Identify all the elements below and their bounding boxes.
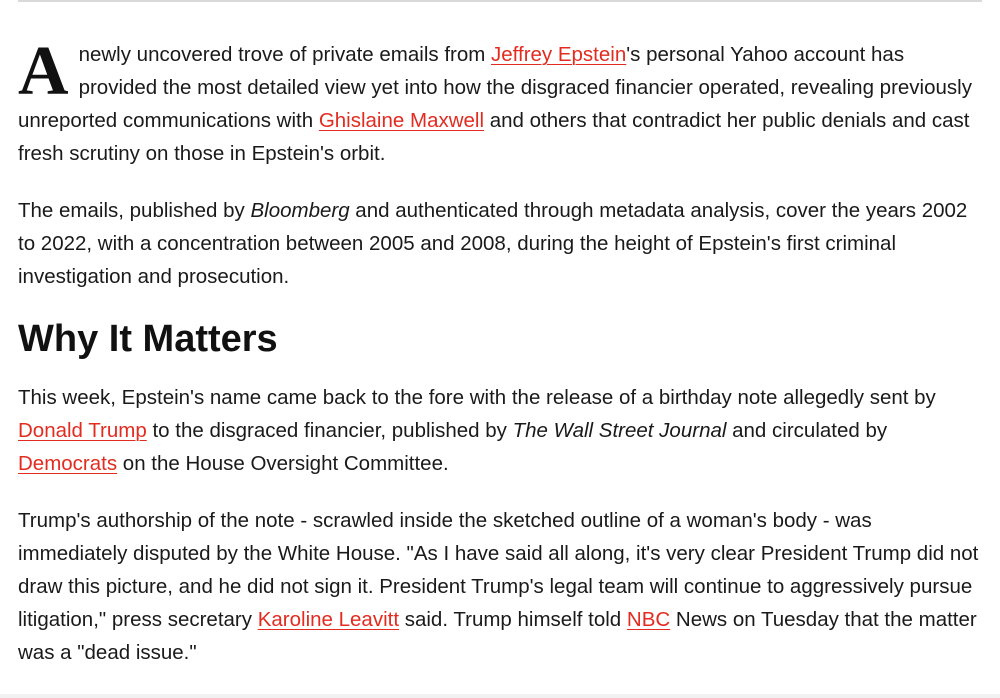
drop-cap: A xyxy=(18,33,69,110)
text-segment: newly uncovered trove of private emails from xyxy=(78,43,492,66)
article-body xyxy=(18,33,982,669)
text-segment: and authenticated through metadata analysis, cover the years 2002 to 2022, with a concentration between 2005 and 2008, during the height of Epstein's first criminal investigation and prosecution. xyxy=(18,199,968,288)
text-segment: said. Trump himself told xyxy=(399,608,627,631)
text-segment: and others that contradict her public denials and cast fresh scrutiny on those in Epstein's orbit. xyxy=(18,109,970,165)
link-karoline-leavitt[interactable]: Karoline Leavitt xyxy=(257,608,400,631)
publication-wsj: The Wall Street Journal xyxy=(512,419,727,442)
text-segment: News on Tuesday that the matter was a "dead issue." xyxy=(18,608,977,664)
section-heading: Why It Matters xyxy=(18,318,278,360)
publication-bloomberg: Bloomberg xyxy=(250,199,350,222)
paragraph-emails xyxy=(18,194,982,293)
text-segment: and circulated by xyxy=(726,419,888,442)
link-democrats[interactable]: Democrats xyxy=(18,452,118,475)
link-jeffrey-epstein[interactable]: Jeffrey Epstein xyxy=(491,43,627,66)
link-nbc[interactable]: NBC xyxy=(626,608,671,631)
text-segment: This week, Epstein's name came back to the fore with the release of a birthday note allegedly sent by xyxy=(18,386,936,409)
text-segment: to the disgraced financier, published by xyxy=(146,419,513,442)
bottom-divider xyxy=(0,694,1000,698)
paragraph-intro xyxy=(18,33,982,170)
link-donald-trump[interactable]: Donald Trump xyxy=(18,419,147,442)
top-divider xyxy=(18,0,982,2)
text-segment: The emails, published by xyxy=(18,199,251,222)
text-segment: 's personal Yahoo account has provided the most detailed view yet into how the disgraced financier operated, revealing previously unreported communications with xyxy=(18,43,972,132)
text-segment: on the House Oversight Committee. xyxy=(117,452,449,475)
paragraph-birthday-note xyxy=(18,381,982,480)
text-segment: Trump's authorship of the note - scrawled inside the sketched outline of a woman's body - was immediately disputed by the White House. "As I have said all along, it's very clear President Trump did not draw this picture, and he did not sign it. President Trump's legal team will continue to aggressively pursue litigation," press secretary xyxy=(18,509,979,631)
paragraph-authorship xyxy=(18,504,982,669)
link-ghislaine-maxwell[interactable]: Ghislaine Maxwell xyxy=(318,109,485,132)
